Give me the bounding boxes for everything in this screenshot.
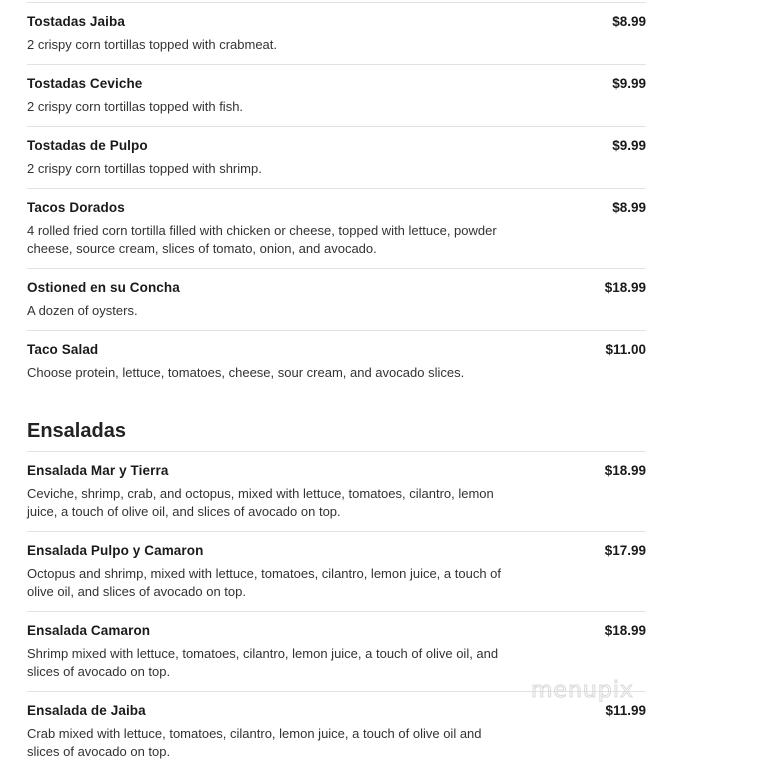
- item-description: Ceviche, shrimp, crab, and octopus, mixed with lettuce, tomatoes, cilantro, lemon juice, a touch of olive oil, and slices of avocado on top.: [27, 486, 494, 519]
- item-price: $9.99: [612, 76, 646, 91]
- menu-item: [27, 531, 646, 611]
- item-description: Shrimp mixed with lettuce, tomatoes, cilantro, lemon juice, a touch of olive oil, and slices of avocado on top.: [27, 646, 499, 679]
- item-name: Ensalada Pulpo y Camaron: [27, 543, 204, 558]
- item-name: Ostioned en su Concha: [27, 280, 180, 295]
- item-price: $17.99: [604, 543, 646, 558]
- item-price: $18.99: [604, 623, 646, 638]
- item-name: Ensalada Camaron: [27, 623, 151, 638]
- item-description: Crab mixed with lettuce, tomatoes, cilantro, lemon juice, a touch of olive oil and slices of avocado on top.: [27, 726, 482, 759]
- item-description: Choose protein, lettuce, tomatoes, cheese, sour cream, and avocado slices.: [27, 365, 465, 380]
- item-name: Tostadas de Pulpo: [27, 138, 148, 153]
- item-description: 4 rolled fried corn tortilla filled with chicken or cheese, topped with lettuce, powder cheese, source cream, slices of tomato, onion, and avocado.: [27, 223, 497, 256]
- item-name: Tacos Dorados: [27, 200, 125, 215]
- item-description: A dozen of oysters.: [27, 303, 138, 318]
- item-name: Taco Salad: [27, 342, 99, 357]
- item-name: Tostadas Ceviche: [27, 76, 143, 91]
- item-description: Octopus and shrimp, mixed with lettuce, tomatoes, cilantro, lemon juice, a touch of olive oil, and slices of avocado on top.: [27, 566, 502, 599]
- menu-item: [27, 691, 646, 771]
- item-name: Tostadas Jaiba: [27, 14, 125, 29]
- item-price: $11.00: [605, 342, 646, 357]
- item-price: $9.99: [612, 138, 646, 153]
- item-name: Ensalada Mar y Tierra: [27, 463, 169, 478]
- watermark-logo: menupix: [531, 678, 634, 703]
- item-price: $8.99: [612, 200, 646, 215]
- menu-item: [27, 451, 646, 531]
- menu-list: [27, 2, 646, 771]
- menu-item: [27, 64, 646, 126]
- item-price: $18.99: [604, 280, 646, 295]
- item-description: 2 crispy corn tortillas topped with shrimp.: [27, 161, 262, 176]
- item-name: Ensalada de Jaiba: [27, 703, 146, 718]
- menu-item: [27, 2, 646, 64]
- item-price: $11.99: [605, 703, 646, 718]
- menu-item: [27, 126, 646, 188]
- menu-section: [27, 2, 646, 392]
- item-description: 2 crispy corn tortillas topped with fish.: [27, 99, 244, 114]
- menu-section: [27, 420, 646, 771]
- menu-item: [27, 188, 646, 268]
- menu-item: [27, 268, 646, 330]
- section-title: Ensaladas: [27, 420, 126, 442]
- item-price: $8.99: [612, 14, 646, 29]
- menu-item: [27, 330, 646, 392]
- item-description: 2 crispy corn tortillas topped with crabmeat.: [27, 37, 277, 52]
- item-price: $18.99: [604, 463, 646, 478]
